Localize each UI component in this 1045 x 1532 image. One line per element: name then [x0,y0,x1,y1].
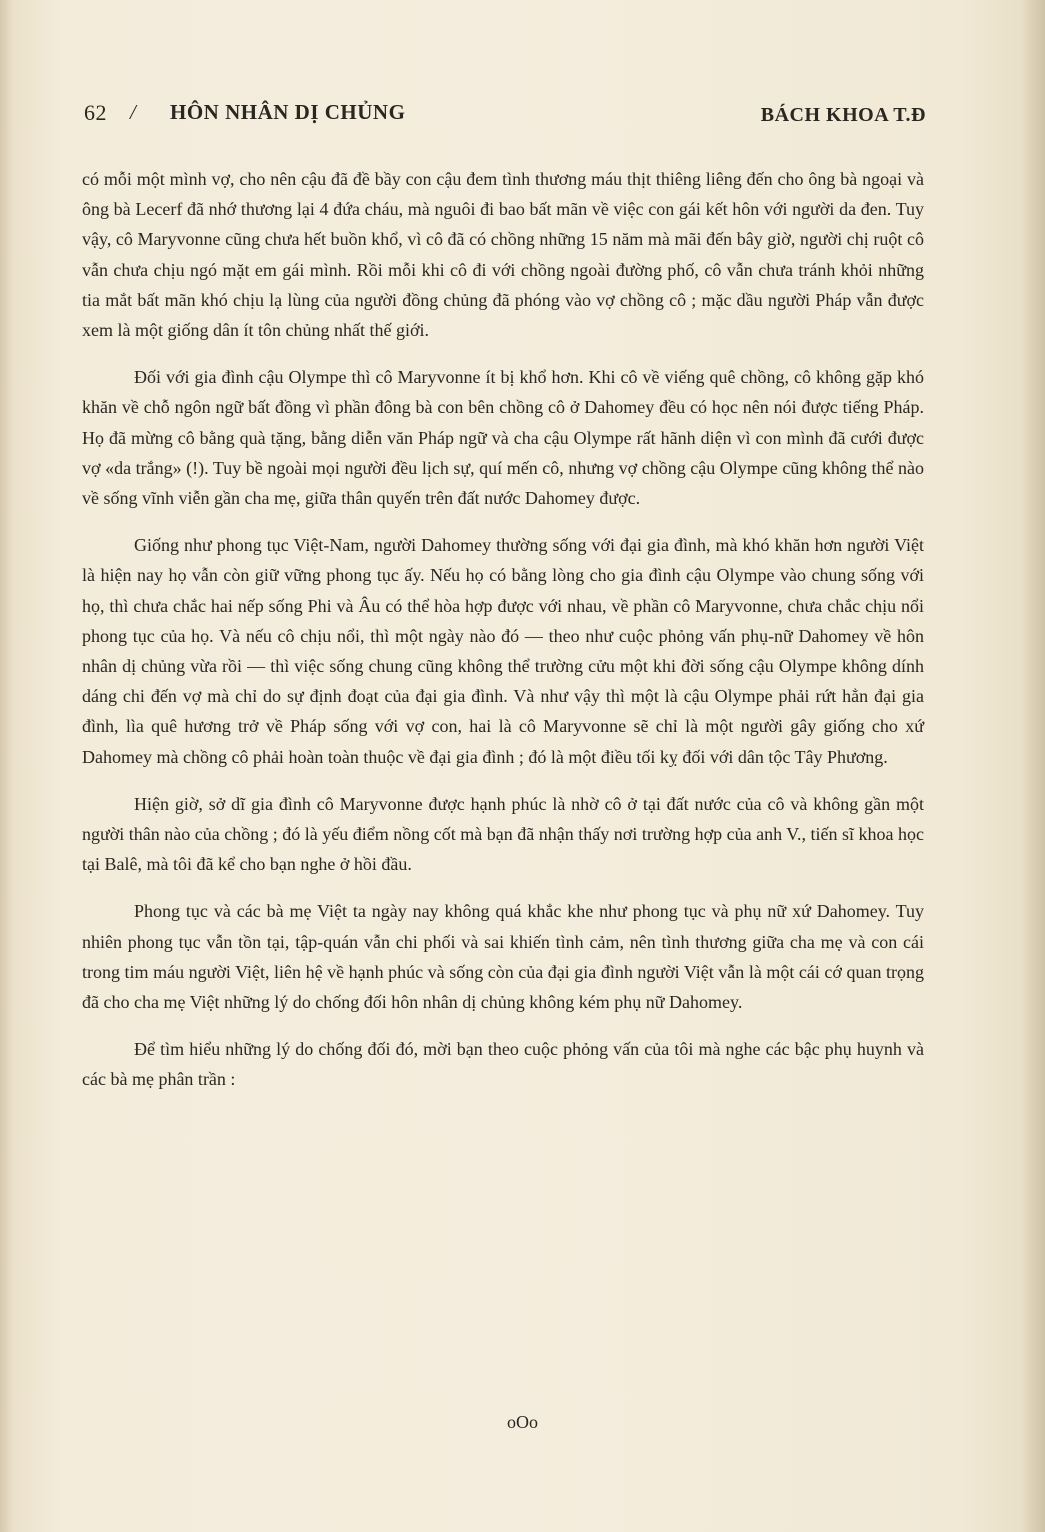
closing-mark: oOo [507,1412,538,1432]
paragraph-1: có mỗi một mình vợ, cho nên cậu đã đề bầy con cậu đem tình thương máu thịt thiêng liêng đến cho ông bà ngoại và ông bà Lecerf đã nhớ thương lại 4 đứa cháu, mà nguôi đi bao bất mãn về việc con gái kết hôn với người da đen. Tuy vậy, cô Maryvonne cũng chưa hết buồn khổ, vì cô đã có chồng những 15 năm mà mãi đến bây giờ, người chị ruột cô vẫn chưa chịu ngó mặt em gái mình. Rồi mỗi khi cô đi với chồng ngoài đường phố, cô vẫn chưa tránh khỏi những tia mắt bất mãn khó chịu lạ lùng của người đồng chủng đã phóng vào vợ chồng cô ; mặc dầu người Pháp vẫn được xem là một giống dân ít tôn chủng nhất thế giới. [82,169,924,341]
paragraph-6: Để tìm hiểu những lý do chống đối đó, mời bạn theo cuộc phỏng vấn của tôi mà nghe các bậc phụ huynh và các bà mẹ phân trần : [82,1039,924,1090]
page-edge-right [1021,0,1045,1532]
paragraph-2: Đối với gia đình cậu Olympe thì cô Maryvonne ít bị khổ hơn. Khi cô về viếng quê chồng, cô không gặp khó khăn về chỗ ngôn ngữ bất đồng vì phần đông bà con bên chồng cô ở Dahomey đều có học nên nói được tiếng Pháp. Họ đã mừng cô bằng quà tặng, bằng diễn văn Pháp ngữ và cha cậu Olympe rất hãnh diện vì con mình đã cưới được vợ «da trắng» (!). Tuy bề ngoài mọi người đều lịch sự, quí mến cô, nhưng vợ chồng cậu Olympe cũng không thể nào về sống vĩnh viễn gần cha mẹ, giữa thân quyến trên đất nước Dahomey được. [82,367,924,509]
paragraph-3: Giống như phong tục Việt-Nam, người Dahomey thường sống với đại gia đình, mà khó khăn hơn người Việt là hiện nay họ vẫn còn giữ vững phong tục ấy. Nếu họ có bằng lòng cho gia đình cậu Olympe vào chung sống với họ, thì chưa chắc hai nếp sống Phi và Âu có thể hòa hợp được với nhau, về phần cô Maryvonne, chưa chắc chịu nổi phong tục của họ. Và nếu cô chịu nổi, thì một ngày nào đó — theo như cuộc phỏng vấn phụ-nữ Dahomey về hôn nhân dị chủng vừa rồi — thì việc sống chung cũng không thể trường cửu một khi đời sống cậu Olympe không dính dáng chi đến vợ mà chỉ do sự định đoạt của đại gia đình. Và như vậy thì một là cậu Olympe phải rứt hẳn đại gia đình, lìa quê hương trở về Pháp sống với vợ con, hai là cô Maryvonne sẽ chỉ là một người gây giống cho xứ Dahomey mà chồng cô phải hoàn toàn thuộc về đại gia đình ; đó là một điều tối kỵ đối với dân tộc Tây Phương. [82,535,924,767]
paragraph-4: Hiện giờ, sở dĩ gia đình cô Maryvonne được hạnh phúc là nhờ cô ở tại đất nước của cô và không gần một người thân nào của chồng ; đó là yếu điểm nồng cốt mà bạn đã nhận thấy nơi trường hợp của anh V., tiến sĩ khoa học tại Balê, mà tôi đã kể cho bạn nghe ở hồi đầu. [82,793,924,875]
page-edge-left [0,0,14,1532]
page-number: 62 [84,100,107,125]
header-separator: / [130,100,137,124]
running-title: HÔN NHÂN DỊ CHỦNG [170,100,406,124]
paragraph-5: Phong tục và các bà mẹ Việt ta ngày nay không quá khắc khe như phong tục và phụ nữ xứ Dahomey. Tuy nhiên phong tục vẫn tồn tại, tập-quán vẫn chi phối và sai khiến tình cảm, nên tình thương giữa cha mẹ và con cái trong tim máu người Việt, liên hệ về hạnh phúc và sống còn của đại gia đình người Việt vẫn là một cái cớ quan trọng đã cho cha mẹ Việt những lý do chống đối hôn nhân dị chủng không kém phụ nữ Dahomey. [82,901,924,1013]
magazine-name: BÁCH KHOA T.Đ [760,104,926,126]
page-header [84,100,926,130]
article-body [82,164,924,1112]
